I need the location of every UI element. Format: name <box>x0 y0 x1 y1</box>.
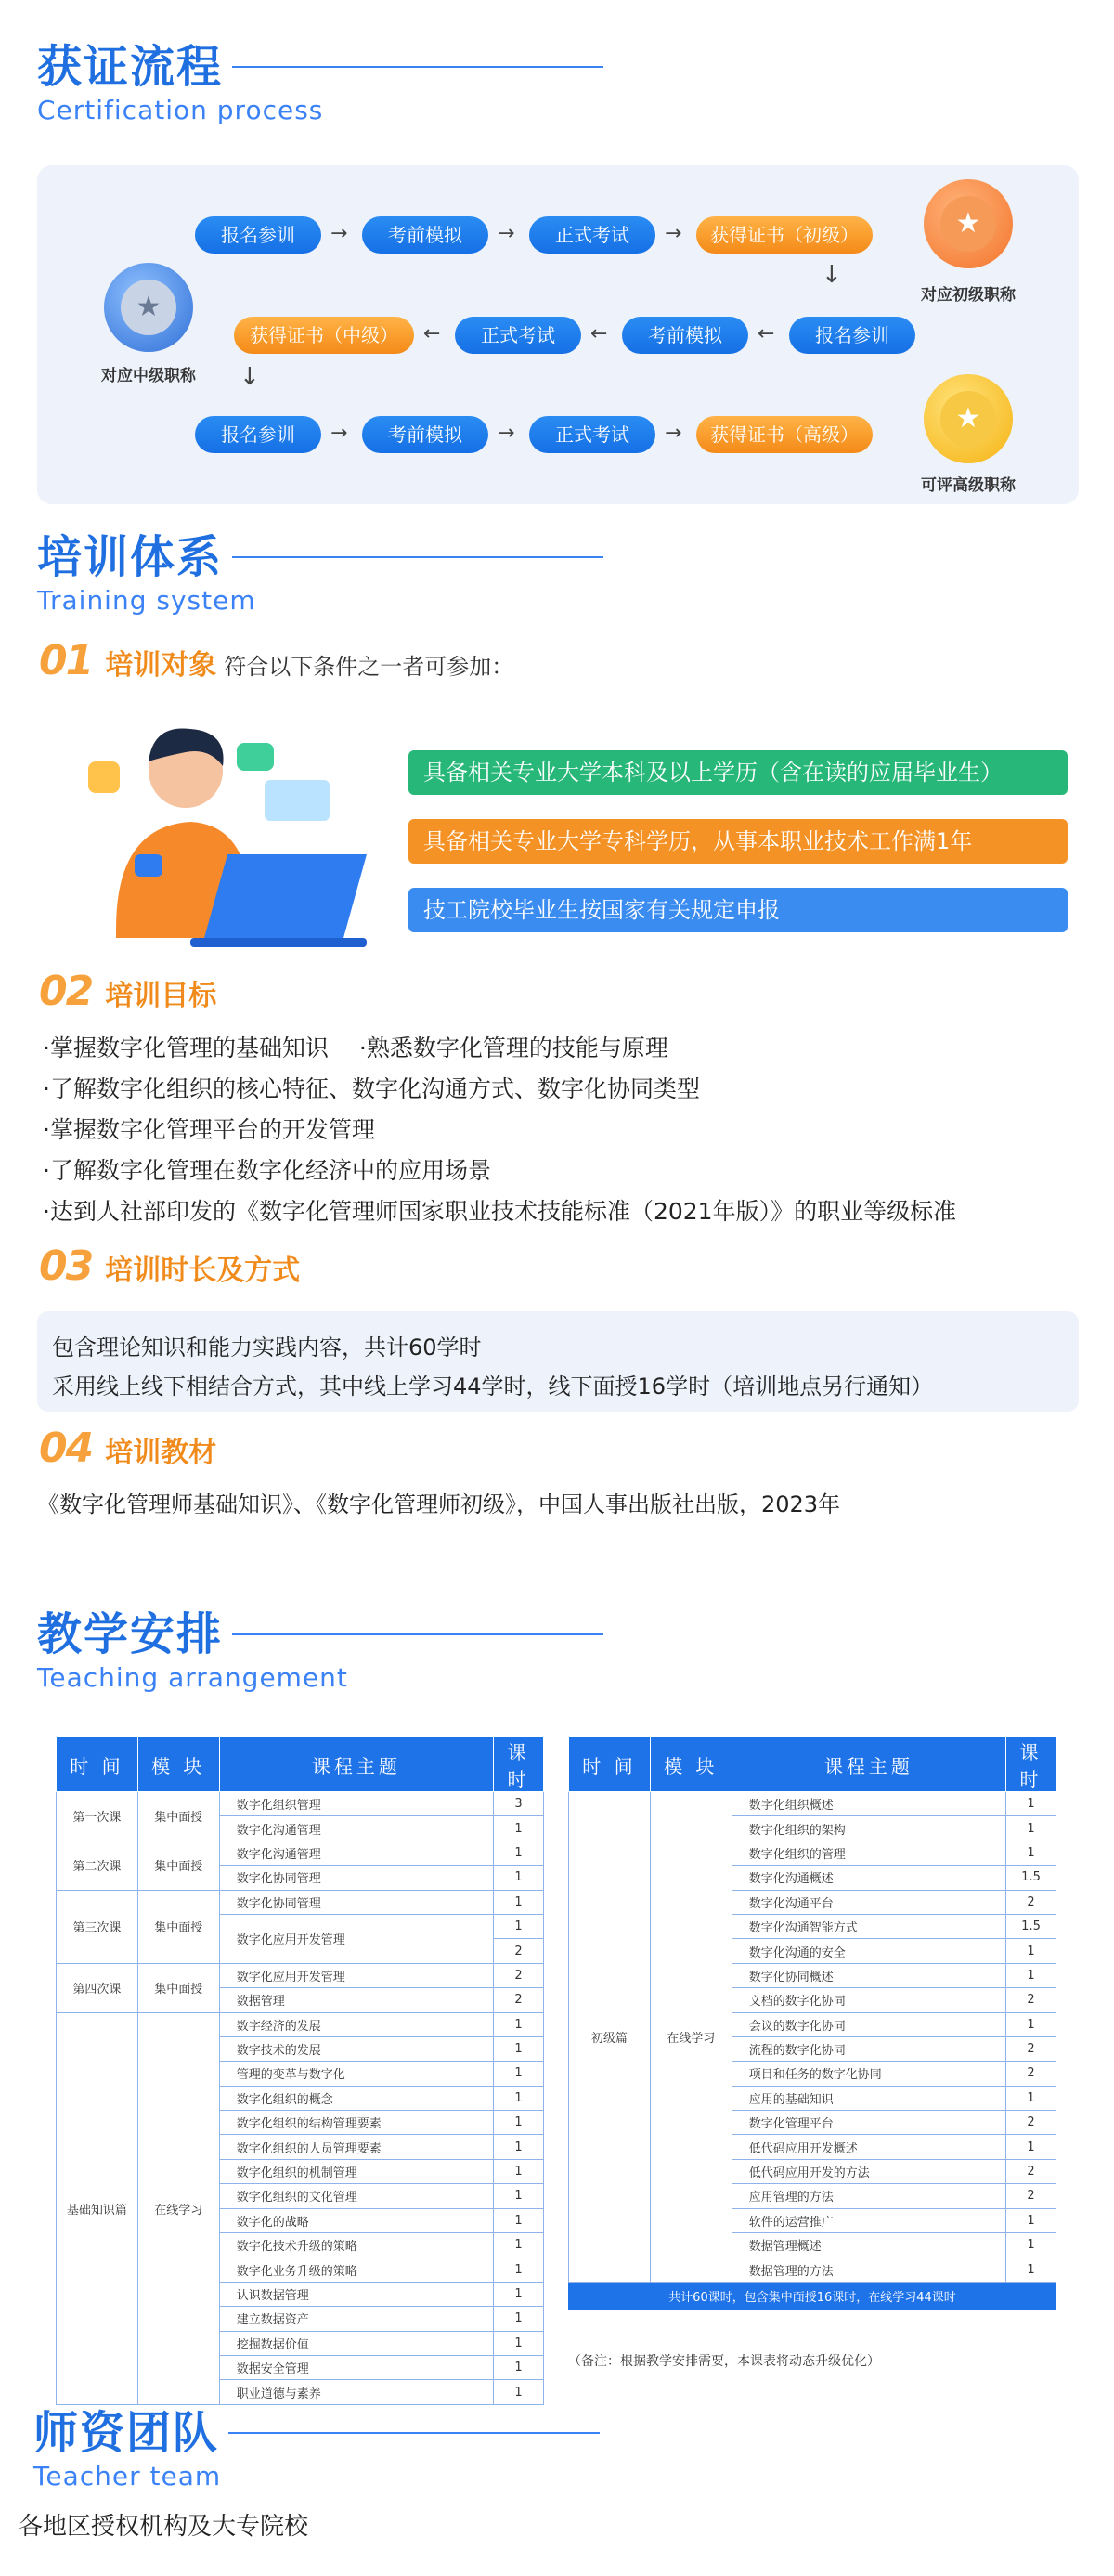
training-target-heading <box>39 637 514 685</box>
col-header-theme: 课程主题 <box>219 1737 493 1792</box>
course-hours: 2 <box>1006 2036 1056 2061</box>
teacher-title-en: Teacher team <box>33 2461 222 2491</box>
course-theme: 认识数据管理 <box>219 2282 493 2306</box>
col-header-hours: 课 时 <box>1006 1737 1056 1792</box>
session-time: 第二次课 <box>57 1841 138 1890</box>
course-hours: 1 <box>494 1841 544 1865</box>
course-hours: 1.5 <box>1006 1866 1056 1890</box>
cert-title-en: Certification process <box>37 95 324 125</box>
training-section-header <box>37 529 603 617</box>
session-time: 初级篇 <box>569 1792 651 2283</box>
table-row <box>57 2012 544 2036</box>
course-theme: 职业道德与素养 <box>219 2380 493 2404</box>
course-hours: 1 <box>494 2380 544 2404</box>
course-theme: 数字经济的发展 <box>219 2012 493 2036</box>
flow-r2-step1: 报名参训 <box>789 317 915 354</box>
course-hours: 1 <box>1006 1841 1056 1865</box>
training-duration-heading <box>39 1242 301 1290</box>
arrow-down-icon: ↓ <box>240 363 260 391</box>
course-hours: 1 <box>494 2062 544 2086</box>
course-theme: 数字技术的发展 <box>219 2036 493 2061</box>
senior-medal-icon: ★ <box>924 374 1013 463</box>
table-row <box>57 1841 544 1865</box>
course-theme: 数字化沟通智能方式 <box>732 1914 1005 1938</box>
course-hours: 1 <box>494 2331 544 2355</box>
section-number: 02 <box>39 968 93 1015</box>
training-title-cn: 培训体系 <box>37 531 224 583</box>
course-theme: 低代码应用开发概述 <box>732 2135 1005 2159</box>
goal-item-4: ·了解数字化管理在数字化经济中的应用场景 <box>43 1157 491 1184</box>
course-hours: 1 <box>1006 1792 1056 1816</box>
col-header-module: 模 块 <box>137 1737 219 1792</box>
course-theme: 文档的数字化协同 <box>732 1988 1005 2012</box>
section-number: 03 <box>39 1242 93 1290</box>
student-laptop-illustration <box>88 715 385 956</box>
schedule-table-left <box>56 1737 544 2405</box>
session-module: 集中面授 <box>137 1792 219 1841</box>
course-hours: 2 <box>494 1988 544 2012</box>
teaching-title-en: Teaching arrangement <box>37 1662 348 1693</box>
flow-r1-step2: 考前模拟 <box>362 216 488 254</box>
course-theme: 数字化组织的概念 <box>219 2086 493 2110</box>
teacher-section-header <box>33 2405 600 2492</box>
course-theme: 数字化沟通平台 <box>732 1890 1005 1914</box>
training-duration-title: 培训时长及方式 <box>105 1255 301 1287</box>
table-row <box>569 1792 1056 1816</box>
arrow-right-icon: → <box>665 222 682 245</box>
course-theme: 流程的数字化协同 <box>732 2036 1005 2061</box>
course-hours: 1 <box>1006 2012 1056 2036</box>
textbook-info: 《数字化管理师基础知识》、《数字化管理师初级》，中国人事出版社出版，2023年 <box>37 1491 841 1517</box>
course-theme: 应用管理的方法 <box>732 2184 1005 2208</box>
section-number: 04 <box>39 1425 93 1472</box>
teacher-title-cn: 师资团队 <box>33 2407 220 2459</box>
course-hours: 2 <box>494 1939 544 1963</box>
table-row <box>57 1890 544 1914</box>
teaching-title-cn: 教学安排 <box>37 1608 224 1660</box>
course-hours: 1 <box>494 1816 544 1841</box>
course-theme: 低代码应用开发的方法 <box>732 2159 1005 2183</box>
session-module: 集中面授 <box>137 1841 219 1890</box>
course-theme: 项目和任务的数字化协同 <box>732 2062 1005 2086</box>
flow-r1-step1: 报名参训 <box>195 216 321 254</box>
course-hours: 1 <box>1006 2257 1056 2282</box>
cert-title-line <box>232 66 603 68</box>
course-hours: 1 <box>1006 1939 1056 1963</box>
cert-title-cn: 获证流程 <box>37 41 224 93</box>
course-theme: 数字化组织的文化管理 <box>219 2184 493 2208</box>
session-time: 第一次课 <box>57 1792 138 1841</box>
course-theme: 数字化组织概述 <box>732 1792 1005 1816</box>
course-hours: 2 <box>1006 2111 1056 2135</box>
course-hours: 2 <box>1006 2159 1056 2183</box>
session-module: 在线学习 <box>137 2012 219 2404</box>
course-theme: 数字化技术升级的策略 <box>219 2233 493 2257</box>
teaching-section-header <box>37 1607 603 1694</box>
course-hours: 1 <box>494 2307 544 2331</box>
course-hours: 1 <box>494 2208 544 2232</box>
course-theme: 数据管理 <box>219 1988 493 2012</box>
course-hours: 1.5 <box>1006 1914 1056 1938</box>
flow-r3-cert: 获得证书（高级） <box>696 416 873 453</box>
course-theme: 数字化协同管理 <box>219 1890 493 1914</box>
flow-r3-step2: 考前模拟 <box>362 416 488 453</box>
medal-junior-label: 对应初级职称 <box>921 286 1016 305</box>
condition-item-2: 具备相关专业大学专科学历，从事本职业技术工作满1年 <box>408 819 1068 864</box>
teacher-title-line <box>228 2432 600 2434</box>
medal-senior-label: 可评高级职称 <box>921 476 1016 495</box>
course-theme: 数字化业务升级的策略 <box>219 2257 493 2282</box>
condition-item-1: 具备相关专业大学本科及以上学历（含在读的应届毕业生） <box>408 750 1068 795</box>
arrow-right-icon: → <box>330 422 348 445</box>
course-hours: 2 <box>1006 1890 1056 1914</box>
course-theme: 管理的变革与数字化 <box>219 2062 493 2086</box>
course-theme: 数字化组织的管理 <box>732 1841 1005 1865</box>
course-theme: 数字化的战略 <box>219 2208 493 2232</box>
arrow-left-icon: ← <box>423 322 441 345</box>
course-theme: 数字化协同概述 <box>732 1963 1005 1987</box>
arrow-right-icon: → <box>498 222 515 245</box>
course-hours: 1 <box>494 2355 544 2379</box>
junior-medal-icon: ★ <box>924 179 1013 268</box>
session-module: 集中面授 <box>137 1890 219 1963</box>
course-hours: 1 <box>494 2111 544 2135</box>
course-hours: 1 <box>1006 2233 1056 2257</box>
col-header-time: 时 间 <box>569 1737 651 1792</box>
col-header-theme: 课程主题 <box>732 1737 1005 1792</box>
course-theme: 数字化组织的架构 <box>732 1816 1005 1841</box>
arrow-down-icon: ↓ <box>822 261 842 289</box>
goal-item-2: ·了解数字化组织的核心特征、数字化沟通方式、数字化协同类型 <box>43 1075 700 1102</box>
course-hours: 3 <box>494 1792 544 1816</box>
course-theme: 数字化沟通概述 <box>732 1866 1005 1890</box>
course-hours: 1 <box>1006 1816 1056 1841</box>
schedule-total-footer: 共计60课时，包含集中面授16课时，在线学习44课时 <box>569 2282 1056 2309</box>
course-theme: 挖掘数据价值 <box>219 2331 493 2355</box>
flow-r2-step2: 考前模拟 <box>622 317 748 354</box>
training-title-en: Training system <box>37 585 256 616</box>
course-theme: 建立数据资产 <box>219 2307 493 2331</box>
flow-r2-cert: 获得证书（中级） <box>234 317 414 354</box>
arrow-right-icon: → <box>665 422 682 445</box>
course-theme: 数字化组织的人员管理要素 <box>219 2135 493 2159</box>
course-theme: 应用的基础知识 <box>732 2086 1005 2110</box>
course-theme: 数字化组织的机制管理 <box>219 2159 493 2183</box>
schedule-table-right <box>568 1737 1056 2310</box>
course-hours: 1 <box>494 2233 544 2257</box>
flow-r2-step3: 正式考试 <box>455 317 581 354</box>
course-hours: 1 <box>1006 1963 1056 1987</box>
course-hours: 1 <box>494 1914 544 1938</box>
course-hours: 1 <box>494 2184 544 2208</box>
section-number: 01 <box>39 637 93 684</box>
session-module: 集中面授 <box>137 1963 219 2012</box>
col-header-hours: 课 时 <box>494 1737 544 1792</box>
course-theme: 数字化应用开发管理 <box>219 1963 493 1987</box>
duration-panel <box>37 1311 1079 1412</box>
course-theme: 数字化沟通的安全 <box>732 1939 1005 1963</box>
course-hours: 1 <box>494 2159 544 2183</box>
training-book-title: 培训教材 <box>105 1437 217 1469</box>
session-module: 在线学习 <box>650 1792 732 2283</box>
condition-item-3: 技工院校毕业生按国家有关规定申报 <box>408 888 1068 932</box>
cert-flow-panel <box>37 165 1079 504</box>
training-target-desc: 符合以下条件之一者可参加： <box>224 654 514 680</box>
course-hours: 1 <box>494 2257 544 2282</box>
course-hours: 1 <box>494 2135 544 2159</box>
teacher-desc: 各地区授权机构及大专院校 <box>19 2513 309 2541</box>
course-theme: 软件的运营推广 <box>732 2208 1005 2232</box>
schedule-note: （备注：根据教学安排需要，本课表将动态升级优化） <box>568 2354 880 2369</box>
course-theme: 会议的数字化协同 <box>732 2012 1005 2036</box>
training-book-heading <box>39 1425 217 1472</box>
training-goal-heading <box>39 968 217 1015</box>
course-hours: 2 <box>494 1963 544 1987</box>
course-hours: 1 <box>494 2086 544 2110</box>
course-hours: 1 <box>494 1890 544 1914</box>
table-row <box>57 1792 544 1816</box>
goal-item-3: ·掌握数字化管理平台的开发管理 <box>43 1116 375 1143</box>
arrow-left-icon: ← <box>590 322 608 345</box>
course-hours: 2 <box>1006 1988 1056 2012</box>
course-theme: 数据管理概述 <box>732 2233 1005 2257</box>
flow-r1-step3: 正式考试 <box>529 216 655 254</box>
course-theme: 数字化组织管理 <box>219 1792 493 1816</box>
cert-section-header <box>37 39 603 126</box>
goal-item-5: ·达到人社部印发的《数字化管理师国家职业技术技能标准（2021年版）》的职业等级标准 <box>43 1198 957 1225</box>
col-header-module: 模 块 <box>650 1737 732 1792</box>
course-hours: 1 <box>494 2282 544 2306</box>
arrow-right-icon: → <box>330 222 348 245</box>
arrow-left-icon: ← <box>758 322 775 345</box>
course-theme: 数字化沟通管理 <box>219 1841 493 1865</box>
middle-medal-icon: ★ <box>104 263 193 352</box>
training-goal-title: 培训目标 <box>105 980 217 1012</box>
course-theme: 数字化协同管理 <box>219 1866 493 1890</box>
goal-item-1: ·掌握数字化管理的基础知识 ·熟悉数字化管理的技能与原理 <box>43 1034 668 1061</box>
course-theme: 数字化沟通管理 <box>219 1816 493 1841</box>
duration-line-2: 采用线上线下相结合方式，其中线上学习44学时，线下面授16学时（培训地点另行通知） <box>52 1373 934 1399</box>
course-hours: 1 <box>1006 2135 1056 2159</box>
table-row <box>57 1963 544 1987</box>
duration-line-1: 包含理论知识和能力实践内容，共计60学时 <box>52 1334 482 1360</box>
course-hours: 1 <box>1006 2086 1056 2110</box>
flow-r1-cert: 获得证书（初级） <box>696 216 873 254</box>
course-hours: 2 <box>1006 2184 1056 2208</box>
course-hours: 1 <box>494 1866 544 1890</box>
arrow-right-icon: → <box>498 422 515 445</box>
training-target-title: 培训对象 <box>105 649 217 682</box>
course-theme: 数据安全管理 <box>219 2355 493 2379</box>
course-hours: 1 <box>1006 2208 1056 2232</box>
course-theme: 数据管理的方法 <box>732 2257 1005 2282</box>
course-hours: 1 <box>494 2012 544 2036</box>
col-header-time: 时 间 <box>57 1737 138 1792</box>
medal-middle-label: 对应中级职称 <box>101 367 196 385</box>
course-theme: 数字化应用开发管理 <box>219 1914 493 1963</box>
training-title-line <box>232 556 603 558</box>
session-time: 第四次课 <box>57 1963 138 2012</box>
flow-r3-step3: 正式考试 <box>529 416 655 453</box>
course-hours: 2 <box>1006 2062 1056 2086</box>
session-time: 第三次课 <box>57 1890 138 1963</box>
course-hours: 1 <box>494 2036 544 2061</box>
flow-r3-step1: 报名参训 <box>195 416 321 453</box>
teaching-title-line <box>232 1633 603 1635</box>
session-time: 基础知识篇 <box>57 2012 138 2404</box>
course-theme: 数字化管理平台 <box>732 2111 1005 2135</box>
course-theme: 数字化组织的结构管理要素 <box>219 2111 493 2135</box>
